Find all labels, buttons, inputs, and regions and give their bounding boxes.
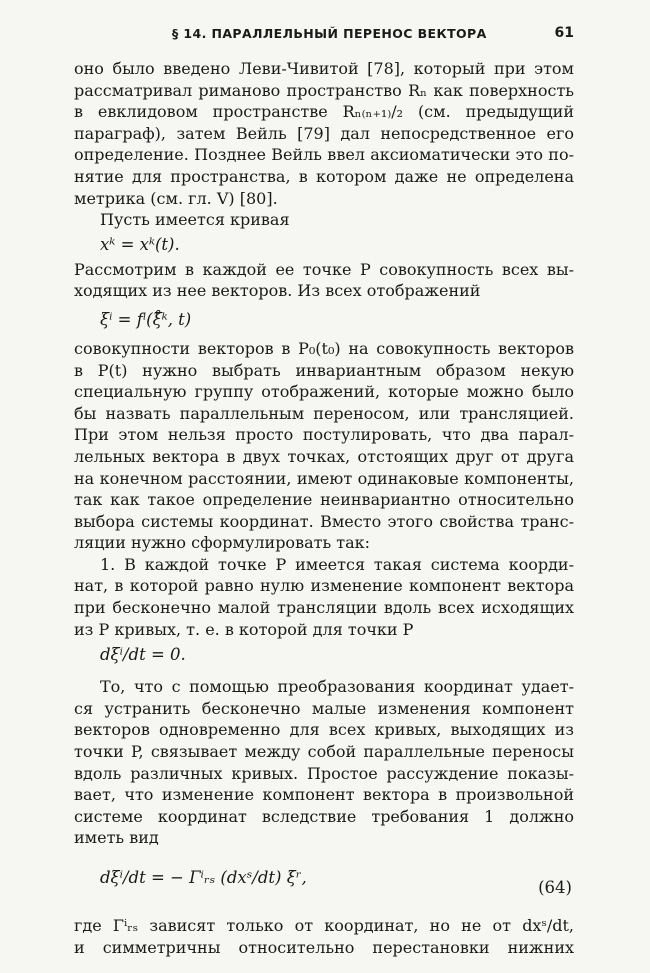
text-line: векторов одновременно для всех кривых, выходящих из xyxy=(74,720,574,740)
text-line: нат, в которой равно нулю изменение компонент вектора xyxy=(74,576,574,596)
text-line: метрика (см. гл. V) [80]. xyxy=(74,188,278,208)
text-line: и симметричны относительно перестановки нижних xyxy=(74,937,574,957)
text-line: оно было введено Леви-Чивитой [78], который при этом xyxy=(74,59,574,78)
text-line: То, что с помощью преобразования координат удает- xyxy=(100,677,574,697)
text-line: специальную группу отображений, которые можно было xyxy=(74,382,574,402)
text-line: где Γⁱᵣₛ зависят только от координат, но не от dxˢ/dt, xyxy=(74,916,574,935)
equation-64 xyxy=(74,863,574,915)
running-head: § 14. ПАРАЛЛЕЛЬНЫЙ ПЕРЕНОС ВЕКТОРА xyxy=(172,26,487,41)
text-line: ся устранить бесконечно малые изменения компонент xyxy=(74,698,574,718)
text-line: нятие для пространства, в котором даже не определена xyxy=(74,166,574,186)
text-line: вдоль различных кривых. Простое рассуждение показы- xyxy=(74,763,574,783)
text-line: выбора системы координат. Вместо этого свойства транс- xyxy=(74,511,574,531)
text-line: определение. Позднее Вейль ввел аксиоматически это по- xyxy=(74,145,574,165)
text-line: в P(t) нужно выбрать инвариантным образом некую xyxy=(74,360,574,380)
formula-curve: xᵏ = xᵏ(t). xyxy=(100,234,180,254)
page-body xyxy=(74,58,574,958)
spacer xyxy=(74,849,574,863)
text-line: совокупности векторов в P₀(t₀) на совокупность векторов xyxy=(74,338,574,358)
text-line: лельных вектора в двух точках, отстоящих друг от друга xyxy=(74,446,574,466)
text-line: системе координат вследствие требования 1 должно xyxy=(74,806,574,826)
equation-number: (64) xyxy=(538,878,572,897)
text-line: параграф), затем Вейль [79] дал непосредственное его xyxy=(74,123,574,143)
formula-mapping: ξⁱ = fⁱ(ξ̊ᵏ, t) xyxy=(100,309,192,329)
text-line: рассматривал риманово пространство Rₙ как поверхность xyxy=(74,80,574,100)
text-line: точки P, связывает между собой параллельные переносы xyxy=(74,742,574,762)
page-header xyxy=(74,24,574,46)
text-line: Пусть имеется кривая xyxy=(100,210,290,230)
text-line: ляции нужно сформулировать так: xyxy=(74,533,371,553)
text-line: так как такое определение неинвариантно относительно xyxy=(74,490,574,510)
equation-64-formula: dξⁱ/dt = − Γⁱᵣₛ (dxˢ/dt) ξʳ, xyxy=(100,868,307,887)
text-line: на конечном расстоянии, имеют одинаковые компоненты, xyxy=(74,468,574,488)
page-number: 61 xyxy=(554,25,574,41)
text-line: ходящих из нее векторов. Из всех отображений xyxy=(74,281,481,301)
text-line: Рассмотрим в каждой ее точке P совокупность всех вы- xyxy=(74,259,574,279)
formula-zero-change: dξⁱ/dt = 0. xyxy=(100,645,186,665)
text-line: При этом нельзя просто постулировать, что два парал- xyxy=(74,425,574,445)
text-line: бы назвать параллельным переносом, или трансляцией. xyxy=(74,403,574,423)
text-line: 1. В каждой точке P имеется такая система коорди- xyxy=(100,554,574,574)
text-line: вает, что изменение компонент вектора в произвольной xyxy=(74,785,574,805)
text-line: в евклидовом пространстве Rₙ₍ₙ₊₁₎/₂ (см. предыдущий xyxy=(74,102,574,122)
text-line: иметь вид xyxy=(74,828,159,848)
text-line: из P кривых, т. е. в которой для точки P xyxy=(74,619,414,639)
text-line: при бесконечно малой трансляции вдоль всех исходящих xyxy=(74,598,574,618)
